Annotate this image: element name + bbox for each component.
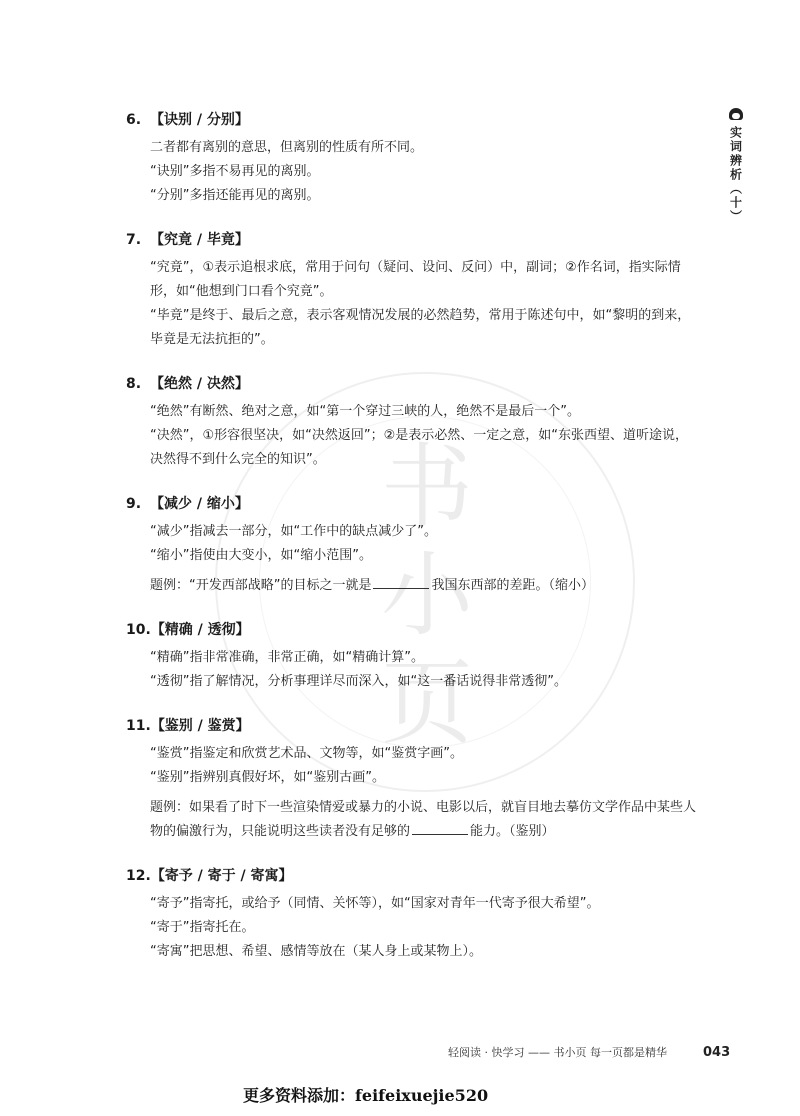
entry-paragraph: “寄于”指寄托在。 (150, 920, 255, 935)
entry-heading (126, 620, 696, 640)
example-text-after: 我国东西部的差距。（缩小） (431, 578, 594, 593)
entry-heading (126, 230, 696, 250)
side-chapter-tab (724, 108, 748, 224)
entry-paragraph: 二者都有离别的意思，但离别的性质有所不同。 (150, 140, 424, 155)
entry-title: 【鉴别 / 鉴赏】 (150, 718, 250, 734)
example-text-after: 能力。（鉴别） (470, 824, 555, 839)
watermark-logo: 书 小 页 (380, 434, 473, 757)
footer-slogan: 轻阅读 · 快学习 —— 书小页 每一页都是精华 (448, 1046, 667, 1059)
entry-section (126, 110, 696, 208)
side-chapter-label: 实词辨析（十） (728, 126, 743, 224)
entry-paragraph: “鉴别”指辨别真假好坏，如“鉴别古画”。 (150, 770, 385, 785)
entry-section (126, 230, 696, 352)
entry-paragraph: “究竟”，①表示追根求底，常用于问句（疑问、设问、反问）中，副词；②作名词，指实际情形，如“他想到门口看个究竟”。 (150, 260, 681, 299)
entry-paragraph: “鉴赏”指鉴定和欣赏艺术品、文物等，如“鉴赏字画”。 (150, 746, 463, 761)
entry-title: 【究竟 / 毕竟】 (150, 232, 249, 248)
entry-title: 【精确 / 透彻】 (150, 622, 250, 638)
example-question (126, 796, 696, 844)
entry-number: 10. (126, 622, 151, 638)
entry-paragraph: “诀别”多指不易再见的离别。 (150, 164, 320, 179)
entry-title: 【绝然 / 决然】 (150, 376, 249, 392)
entry-heading (126, 374, 696, 394)
entry-number: 7. (126, 232, 142, 248)
entry-number: 11. (126, 718, 151, 734)
fill-in-blank (412, 820, 468, 835)
entry-heading (126, 866, 696, 886)
entry-paragraph: “缩小”指使由大变小，如“缩小范围”。 (150, 548, 372, 563)
entry-paragraph: “寄予”指寄托，或给予（同情、关怀等），如“国家对青年一代寄予很大希望”。 (150, 896, 600, 911)
example-text-before: 题例：“开发西部战略”的目标之一就是 (150, 578, 372, 593)
entry-title: 【减少 / 缩小】 (150, 496, 249, 512)
mascot-icon (729, 108, 743, 120)
entry-number: 12. (126, 868, 151, 884)
example-text-before: 题例：如果看了时下一些渲染情爱或暴力的小说、电影以后，就盲目地去摹仿文学作品中某些人物的偏激行为，只能说明这些读者没有足够的 (150, 800, 697, 839)
entry-heading (126, 716, 696, 736)
entry-number: 8. (126, 376, 142, 392)
bottom-contact-note: 更多资料添加：feifeixuejie520 (243, 1086, 489, 1105)
entry-heading (126, 494, 696, 514)
entry-section (126, 374, 696, 472)
entry-number: 6. (126, 112, 142, 128)
entry-list (126, 110, 696, 986)
entry-paragraph: “绝然”有断然、绝对之意，如“第一个穿过三峡的人，绝然不是最后一个”。 (150, 404, 580, 419)
entry-section (126, 494, 696, 598)
entry-paragraph: “毕竟”是终于、最后之意，表示客观情况发展的必然趋势，常用于陈述句中，如“黎明的到来，毕竟是无法抗拒的”。 (150, 308, 691, 347)
entry-title: 【诀别 / 分别】 (150, 112, 249, 128)
entry-paragraph: “减少”指减去一部分，如“工作中的缺点减少了”。 (150, 524, 437, 539)
fill-in-blank (373, 574, 429, 589)
entry-number: 9. (126, 496, 142, 512)
entry-title: 【寄予 / 寄于 / 寄寓】 (150, 868, 293, 884)
entry-section (126, 866, 696, 964)
entry-paragraph: “分别”多指还能再见的离别。 (150, 188, 320, 203)
entry-paragraph: “透彻”指了解情况，分析事理详尽而深入，如“这一番话说得非常透彻”。 (150, 674, 567, 689)
entry-section (126, 716, 696, 844)
page-footer (448, 1044, 730, 1060)
entry-heading (126, 110, 696, 130)
entry-paragraph: “寄寓”把思想、希望、感情等放在（某人身上或某物上）。 (150, 944, 482, 959)
example-question (126, 574, 696, 598)
entry-paragraph: “决然”，①形容很坚决，如“决然返回”；②是表示必然、一定之意，如“东张西望、道听途说，决然得不到什么完全的知识”。 (150, 428, 688, 467)
entry-section (126, 620, 696, 694)
entry-paragraph: “精确”指非常准确，非常正确，如“精确计算”。 (150, 650, 424, 665)
page-number: 043 (702, 1044, 731, 1060)
